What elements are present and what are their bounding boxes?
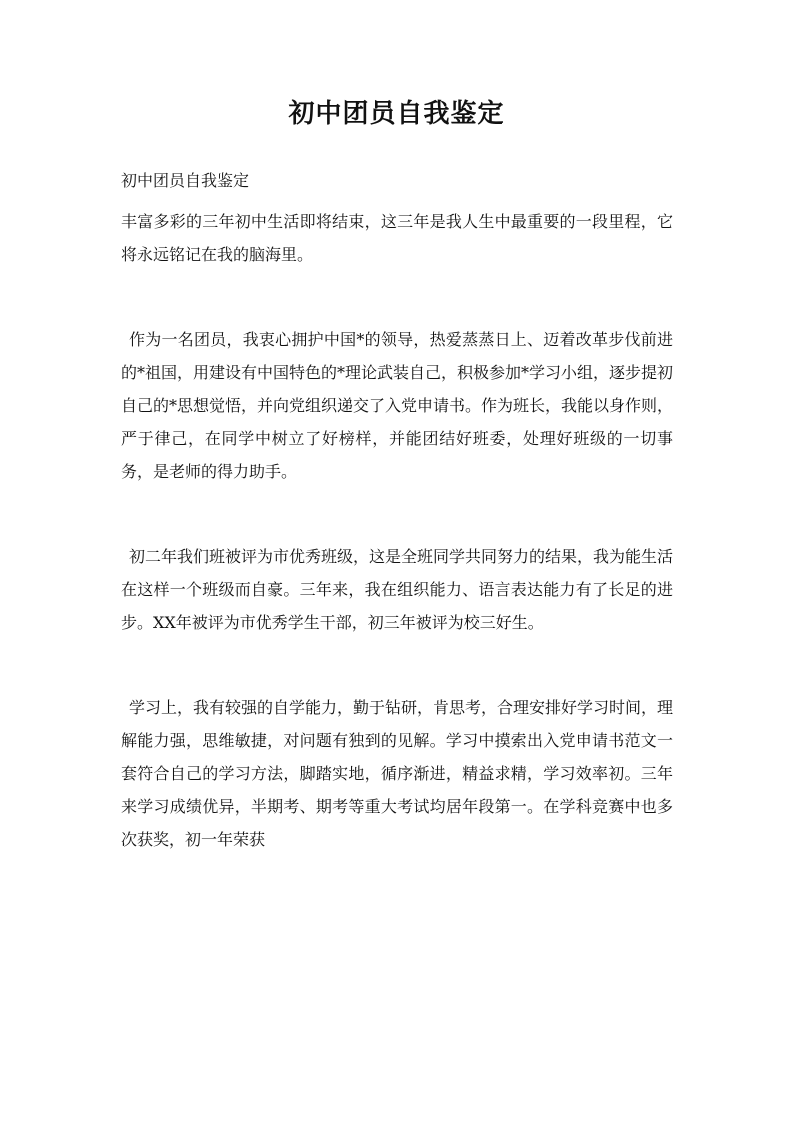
document-title: 初中团员自我鉴定 — [288, 99, 505, 129]
paragraph-spacer — [121, 647, 673, 691]
paragraph-league-member: 作为一名团员，我衷心拥护中国*的领导，热爱蒸蒸日上、迈着改革步伐前进的*祖国，用建设有中国特色的*理论武装自己，积极参加*学习小组，逐步提初自己的*思想觉悟，并向党组织递交了入党申请书。作为班长，我能以身作则，严于律己，在同学中树立了好榜样，并能团结好班委，处理好班级的一切事务，是老师的得力助手。 — [121, 330, 674, 481]
document-body — [121, 164, 673, 864]
paragraph-spacer — [121, 279, 673, 323]
paragraph-study: 学习上，我有较强的自学能力，勤于钻研，肯思考，合理安排好学习时间，理解能力强，思维敏捷，对问题有独到的见解。学习中摸索出入党申请书范文一套符合自己的学习方法，脚踏实地，循序渐进，精益求精，学习效率初。三年来学习成绩优异，半期考、期考等重大考试均居年段第一。在学科竞赛中也多次获奖，初一年荣获 — [121, 698, 674, 849]
paragraph-spacer — [121, 496, 673, 540]
paragraph-class-honor: 初二年我们班被评为市优秀班级，这是全班同学共同努力的结果，我为能生活在这样一个班级而自豪。三年来，我在组织能力、语言表达能力有了长足的进步。XX年被评为市优秀学生干部，初三年被评为校三好生。 — [121, 547, 674, 632]
paragraph-intro: 丰富多彩的三年初中生活即将结束，这三年是我人生中最重要的一段里程，它将永远铭记在我的脑海里。 — [121, 212, 673, 264]
document-subtitle: 初中团员自我鉴定 — [121, 171, 250, 190]
